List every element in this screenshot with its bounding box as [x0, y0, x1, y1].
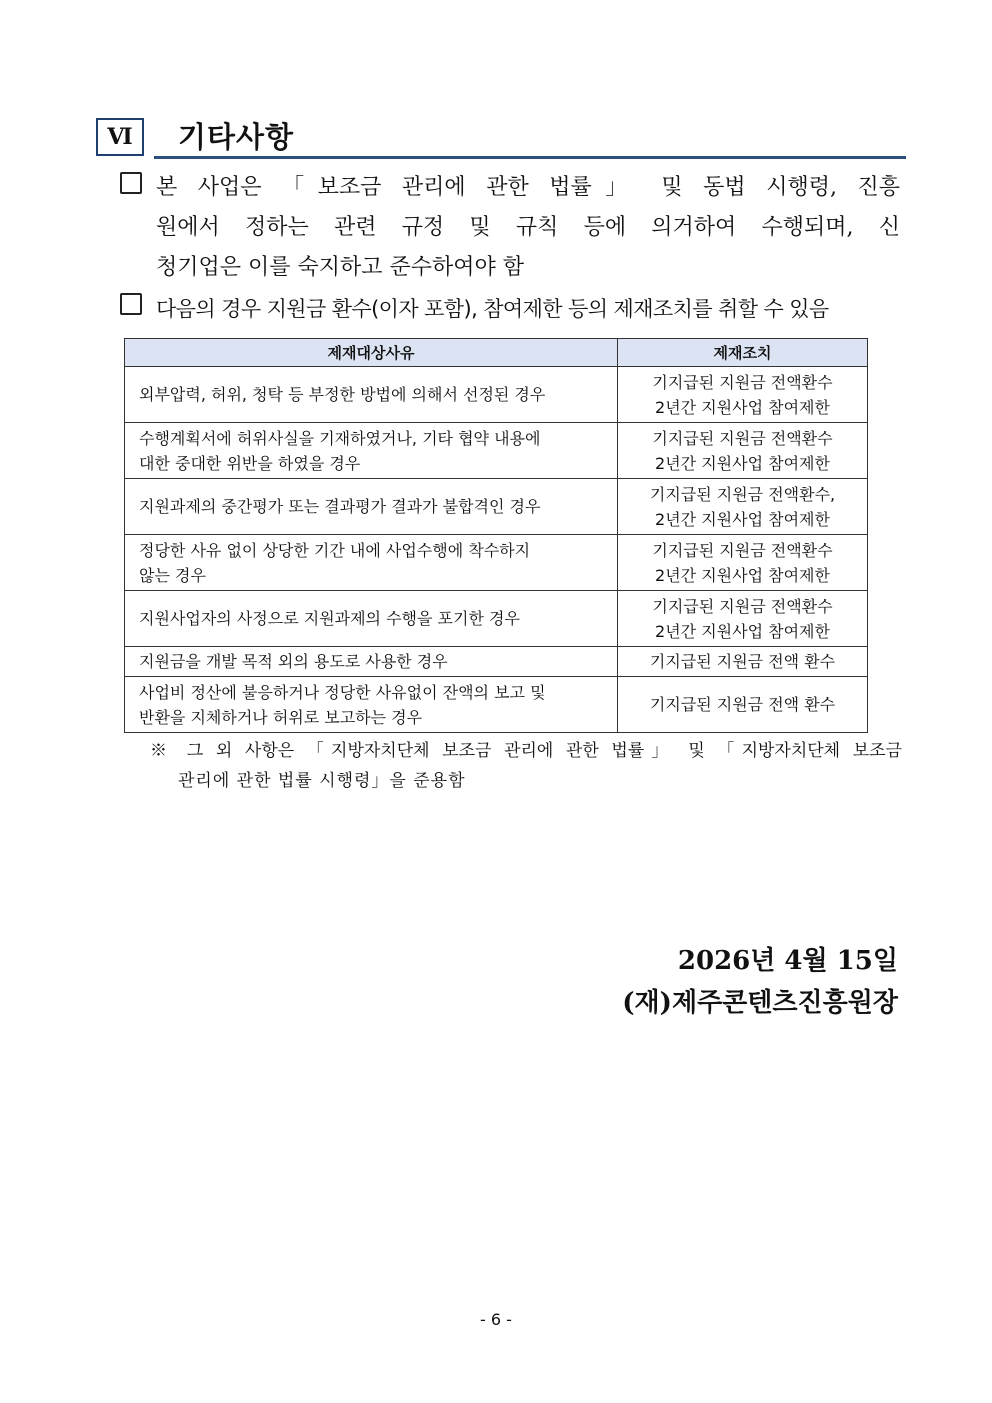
measure-line: 기지급된 지원금 전액환수 — [652, 428, 833, 448]
table-row — [125, 591, 868, 647]
page-number: - 6 - — [480, 1310, 512, 1329]
header-reason: 제재대상사유 — [125, 339, 618, 367]
reason-line: 지원금을 개발 목적 외의 용도로 사용한 경우 — [139, 652, 448, 671]
measure-line: 2년간 지원사업 참여제한 — [655, 453, 830, 473]
checkbox-square-icon — [120, 172, 142, 194]
bullet-line: 원에서 정하는 관련 규정 및 규칙 등에 의거하여 수행되며, 신 — [156, 215, 900, 240]
table-row — [125, 647, 868, 677]
bullet-line: 다음의 경우 지원금 환수(이자 포함), 참여제한 등의 제재조치를 취할 수 있음 — [156, 297, 829, 321]
measure-line: 기지급된 지원금 전액환수 — [652, 372, 833, 392]
section-number: Ⅵ — [96, 118, 144, 156]
reason-line: 정당한 사유 없이 상당한 기간 내에 사업수행에 착수하지 — [139, 540, 531, 560]
measure-cell — [618, 535, 868, 591]
reason-line: 지원과제의 중간평가 또는 결과평가 결과가 불합격인 경우 — [139, 497, 541, 516]
reason-line: 대한 중대한 위반을 하였을 경우 — [139, 453, 361, 473]
table-header-row — [125, 339, 868, 367]
reference-note — [150, 736, 902, 796]
reason-line: 않는 경우 — [139, 565, 206, 585]
issuing-organization: (재)제주콘텐츠진흥원장 — [622, 988, 898, 1018]
table-row — [125, 367, 868, 423]
measure-line: 기지급된 지원금 전액환수 — [652, 540, 833, 560]
measure-cell — [618, 647, 868, 677]
measure-line: 기지급된 지원금 전액환수 — [652, 596, 833, 616]
checkbox-square-icon — [120, 293, 142, 315]
reason-cell — [125, 591, 618, 647]
measure-cell — [618, 677, 868, 733]
reason-cell — [125, 367, 618, 423]
note-line: 관리에 관한 법률 시행령」을 준용함 — [178, 771, 466, 791]
table-row — [125, 479, 868, 535]
reason-cell — [125, 677, 618, 733]
reason-line: 외부압력, 허위, 청탁 등 부정한 방법에 의해서 선정된 경우 — [139, 385, 546, 404]
measure-line: 기지급된 지원금 전액 환수 — [649, 652, 836, 671]
measure-cell — [618, 479, 868, 535]
sanction-table — [124, 338, 868, 733]
reason-line: 반환을 지체하거나 허위로 보고하는 경우 — [139, 707, 423, 727]
measure-line: 기지급된 지원금 전액환수, — [649, 484, 836, 504]
reason-cell — [125, 535, 618, 591]
reason-cell — [125, 647, 618, 677]
reason-line: 수행계획서에 허위사실을 기재하였거나, 기타 협약 내용에 — [139, 428, 541, 448]
reason-cell — [125, 479, 618, 535]
measure-line: 기지급된 지원금 전액 환수 — [649, 695, 836, 714]
measure-line: 2년간 지원사업 참여제한 — [655, 509, 830, 529]
section-header — [96, 118, 906, 160]
measure-line: 2년간 지원사업 참여제한 — [655, 621, 830, 641]
measure-cell — [618, 423, 868, 479]
table-row — [125, 677, 868, 733]
section-underline — [154, 156, 906, 159]
reason-line: 지원사업자의 사정으로 지원과제의 수행을 포기한 경우 — [139, 609, 520, 628]
bullet-item — [120, 168, 900, 288]
table-row — [125, 535, 868, 591]
reason-cell — [125, 423, 618, 479]
header-measure: 제재조치 — [618, 339, 868, 367]
measure-line: 2년간 지원사업 참여제한 — [655, 397, 830, 417]
document-date: 2026년 4월 15일 — [677, 946, 898, 976]
measure-cell — [618, 591, 868, 647]
measure-line: 2년간 지원사업 참여제한 — [655, 565, 830, 585]
measure-cell — [618, 367, 868, 423]
reason-line: 사업비 정산에 불응하거나 정당한 사유없이 잔액의 보고 및 — [139, 682, 546, 702]
table-row — [125, 423, 868, 479]
note-line: ※ 그 외 사항은 「지방자치단체 보조금 관리에 관한 법률」 및 「지방자치단체 보조금 — [150, 741, 902, 761]
bullet-line: 본 사업은 「보조금 관리에 관한 법률」 및 동법 시행령, 진흥 — [156, 175, 900, 200]
section-title: 기타사항 — [178, 120, 295, 154]
bullet-line: 청기업은 이를 숙지하고 준수하여야 함 — [156, 255, 525, 280]
bullet-item — [120, 289, 900, 329]
